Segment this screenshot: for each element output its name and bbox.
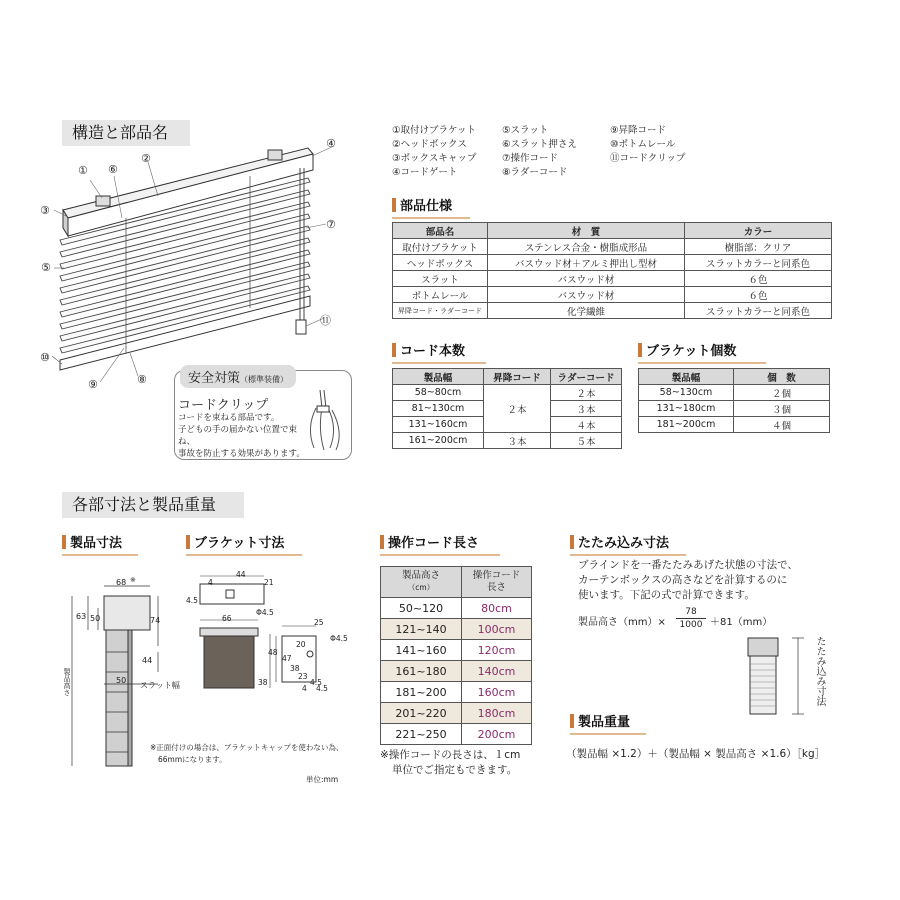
safety-note: （標準装備） <box>240 375 289 384</box>
table-cell: ６色 <box>685 271 832 287</box>
col-header: ラダーコード <box>551 369 622 385</box>
safety-title-badge <box>180 365 296 388</box>
table-cell: 181~200 <box>381 682 462 703</box>
bracket-dim-44: 44 <box>236 570 246 579</box>
table-cell: ４個 <box>734 417 830 433</box>
bracket-dim-47: 47 <box>282 654 292 663</box>
table-cell: 80cm <box>462 598 532 619</box>
cord-length-heading <box>380 535 500 553</box>
table-row <box>393 433 622 449</box>
cord-count-title: コード本数 <box>400 344 466 359</box>
bracket-dim-4-5: 4.5 <box>186 596 198 605</box>
table-cell: 58~80cm <box>393 385 484 401</box>
folded-formula-left: 製品高さ（mm）× <box>578 617 666 628</box>
cord-clip-illustration <box>300 388 346 454</box>
weight-title: 製品重量 <box>578 715 631 730</box>
callout-4: ④ <box>326 137 336 150</box>
table-cell: 201~220 <box>381 703 462 724</box>
heading-underline <box>392 217 470 219</box>
bracket-dim-25: 25 <box>314 618 324 627</box>
bracket-dims-title: ブラケット寸法 <box>194 536 285 551</box>
legend-item: ⑨昇降コード <box>610 125 667 136</box>
weight-heading <box>570 714 646 732</box>
table-row <box>381 703 532 724</box>
parts-spec-table <box>392 222 832 319</box>
table-cell: 取付けブラケット <box>393 239 488 255</box>
safety-subtitle: コードクリップ <box>178 398 269 413</box>
callout-6: ⑥ <box>108 163 118 176</box>
parts-legend-col1 <box>392 124 476 180</box>
bracket-dim-4-5-b: 4.5 <box>310 678 322 687</box>
header-line: 製品高さ <box>401 570 440 581</box>
folded-formula-right: ＋81（mm） <box>710 617 773 628</box>
dim-asterisk: ※ <box>130 576 136 584</box>
table-cell: 58~130cm <box>639 385 734 401</box>
callout-10: ⑩ <box>40 351 50 364</box>
table-cell: バスウッド材 <box>488 271 685 287</box>
heading-marker <box>380 535 384 549</box>
table-cell: 樹脂部：クリア <box>685 239 832 255</box>
parts-legend-col2 <box>502 124 577 180</box>
heading-underline <box>392 362 486 364</box>
table-row <box>393 239 832 255</box>
product-dims-note <box>150 742 343 766</box>
bracket-dim-23: 23 <box>298 672 308 681</box>
folded-blind-drawing <box>740 636 810 718</box>
legend-item: ⑪コードクリップ <box>610 153 686 164</box>
col-header: 材 質 <box>488 223 685 239</box>
table-row <box>639 385 830 401</box>
dim-50-slat: 50 <box>116 676 127 685</box>
callout-7: ⑦ <box>326 218 336 231</box>
table-cell: 160cm <box>462 682 532 703</box>
table-cell: 140cm <box>462 661 532 682</box>
table-row <box>381 640 532 661</box>
safety-line-3: 事故を防止する効果があります。 <box>178 449 305 459</box>
note-line: ※操作コードの長さは、１cm <box>380 749 521 761</box>
table-cell: 100cm <box>462 619 532 640</box>
table-cell: 180cm <box>462 703 532 724</box>
table-cell: ヘッドボックス <box>393 255 488 271</box>
table-cell: ４本 <box>551 417 622 433</box>
heading-marker <box>392 198 396 212</box>
heading-marker <box>186 535 190 549</box>
safety-line-2: 子どもの手の届かない位置で束ね、 <box>178 425 298 447</box>
table-cell: 221~250 <box>381 724 462 745</box>
table-row <box>381 619 532 640</box>
heading-marker <box>570 535 574 549</box>
fraction-denominator: 1000 <box>679 620 703 630</box>
bracket-dims-heading <box>186 535 302 553</box>
cord-count-heading <box>392 343 486 361</box>
bracket-count-table <box>638 368 830 433</box>
legend-item: ③ボックスキャップ <box>392 153 477 164</box>
header-line: 操作コード <box>472 570 521 581</box>
structure-title: 構造と部品名 <box>62 120 190 146</box>
table-row <box>639 417 830 433</box>
heading-marker <box>638 343 642 357</box>
heading-marker <box>62 535 66 549</box>
dim-74: 74 <box>150 616 161 625</box>
bracket-dim-4-5-c: 4.5 <box>316 684 328 693</box>
product-dims-drawing <box>62 572 182 768</box>
table-cell: ２個 <box>734 385 830 401</box>
bracket-dim-21: 21 <box>264 578 274 587</box>
heading-marker <box>392 343 396 357</box>
note-line: 66mmになります。 <box>158 755 227 764</box>
legend-item: ⑧ラダーコード <box>502 167 568 178</box>
table-cell: バスウッド材 <box>488 287 685 303</box>
callout-8: ⑧ <box>137 373 147 386</box>
heading-underline <box>380 554 500 556</box>
bracket-count-heading <box>638 343 766 361</box>
table-row <box>393 303 832 319</box>
heading-underline <box>186 554 302 556</box>
table-cell: 50~120 <box>381 598 462 619</box>
table-cell: 81~130cm <box>393 401 484 417</box>
safety-desc <box>178 412 310 460</box>
table-cell: 141~160 <box>381 640 462 661</box>
desc-line: カーテンボックスの高さなどを計算するのに <box>578 574 788 586</box>
table-cell: 昇降コード・ラダーコード <box>393 303 488 319</box>
table-row <box>393 255 832 271</box>
callout-1: ① <box>78 164 88 177</box>
legend-item: ⑦操作コード <box>502 153 559 164</box>
callout-11: ⑪ <box>320 314 331 327</box>
table-cell: 化学繊維 <box>488 303 685 319</box>
callout-5: ⑤ <box>41 261 51 274</box>
table-cell: ２本 <box>484 385 551 433</box>
bracket-dim-38: 38 <box>258 678 268 687</box>
col-header: 製品幅 <box>639 369 734 385</box>
parts-spec-title: 部品仕様 <box>400 199 453 214</box>
table-row <box>381 682 532 703</box>
legend-item: ④コードゲート <box>392 167 458 178</box>
parts-legend-col3 <box>610 124 685 166</box>
parts-spec-heading <box>392 198 470 216</box>
table-row <box>393 271 832 287</box>
table-cell: ３個 <box>734 401 830 417</box>
table-row <box>393 287 832 303</box>
table-row <box>639 401 830 417</box>
header-line: 長さ <box>486 582 506 593</box>
safety-title: 安全対策 <box>188 371 241 386</box>
table-row <box>393 385 622 401</box>
cord-length-title: 操作コード長さ <box>388 536 480 551</box>
table-cell: 200cm <box>462 724 532 745</box>
col-header: カラー <box>685 223 832 239</box>
dim-50: 50 <box>90 614 101 623</box>
callout-2: ② <box>141 152 151 165</box>
header-line: （cm） <box>407 583 435 592</box>
desc-line: ブラインドを一番たたみあげた状態の寸法で、 <box>578 559 798 571</box>
table-cell: ２本 <box>551 385 622 401</box>
table-cell: ６色 <box>685 287 832 303</box>
table-cell: スラットカラーと同系色 <box>685 303 832 319</box>
table-cell: ３本 <box>484 433 551 449</box>
cord-count-table <box>392 368 622 449</box>
table-cell: 121~140 <box>381 619 462 640</box>
dim-68: 68 <box>116 578 127 587</box>
heading-marker <box>570 714 574 728</box>
heading-underline <box>570 733 646 735</box>
note-line: ※正面付けの場合は、ブラケットキャップを使わない為、 <box>150 743 344 752</box>
legend-item: ②ヘッドボックス <box>392 139 467 150</box>
heading-underline <box>570 554 686 556</box>
dim-44: 44 <box>142 656 153 665</box>
legend-item: ⑩ボトムレール <box>610 139 676 150</box>
cord-length-note <box>380 748 520 778</box>
bracket-count-title: ブラケット個数 <box>646 344 737 359</box>
table-cell: 120cm <box>462 640 532 661</box>
table-cell: スラットカラーと同系色 <box>685 255 832 271</box>
folded-vertical-label: たたみ込み寸法 <box>814 636 825 706</box>
dim-63: 63 <box>76 612 87 621</box>
unit-label: 単位:mm <box>306 775 339 784</box>
bracket-dim-4: 4 <box>208 578 213 587</box>
col-header: 個 数 <box>734 369 830 385</box>
callout-9: ⑨ <box>88 378 98 391</box>
legend-item: ①取付けブラケット <box>392 125 477 136</box>
bracket-dim-phi-4-5: Φ4.5 <box>256 608 274 617</box>
fraction-numerator: 78 <box>676 606 706 619</box>
col-header-height <box>381 567 462 598</box>
folded-heading <box>570 535 686 553</box>
bracket-dim-38-b: 38 <box>290 664 300 673</box>
table-cell: ５本 <box>551 433 622 449</box>
table-cell: 131~180cm <box>639 401 734 417</box>
heading-underline <box>62 554 138 556</box>
table-cell: ステンレス合金・樹脂成形品 <box>488 239 685 255</box>
bracket-dim-48: 48 <box>268 648 278 657</box>
cord-length-table <box>380 566 532 745</box>
desc-line: 使います。下記の式で計算できます。 <box>578 589 755 601</box>
legend-item: ⑤スラット <box>502 125 549 136</box>
table-cell: 161~180 <box>381 661 462 682</box>
product-height-label: 製品高さ <box>63 668 71 696</box>
bracket-dim-66: 66 <box>222 614 232 623</box>
product-dims-title: 製品寸法 <box>70 536 123 551</box>
folded-desc <box>578 558 798 603</box>
col-header: 部品名 <box>393 223 488 239</box>
product-dims-heading <box>62 535 138 553</box>
col-header-cord <box>462 567 532 598</box>
safety-line-1: コードを束ねる部品です。 <box>178 413 280 423</box>
table-cell: ボトムレール <box>393 287 488 303</box>
bracket-dim-20: 20 <box>296 640 306 649</box>
folded-title: たたみ込み寸法 <box>578 536 670 551</box>
note-line: 単位でご指定もできます。 <box>392 764 518 776</box>
legend-item: ⑥スラット押さえ <box>502 139 577 150</box>
weight-formula: （製品幅 ×1.2）＋（製品幅 × 製品高さ ×1.6）［kg］ <box>566 748 826 760</box>
bracket-dim-4-b: 4 <box>302 684 307 693</box>
table-cell: バスウッド材＋アルミ押出し型材 <box>488 255 685 271</box>
table-cell: スラット <box>393 271 488 287</box>
slat-width-label: スラット幅 <box>140 681 180 690</box>
heading-underline <box>638 362 766 364</box>
folded-fraction <box>676 606 706 631</box>
table-row <box>381 598 532 619</box>
callout-3: ③ <box>40 204 50 217</box>
bracket-dim-phi-4-5-b: Φ4.5 <box>330 634 348 643</box>
table-cell: 161~200cm <box>393 433 484 449</box>
table-row <box>381 661 532 682</box>
col-header: 昇降コード <box>484 369 551 385</box>
table-row <box>381 724 532 745</box>
table-cell: 181~200cm <box>639 417 734 433</box>
table-cell: ３本 <box>551 401 622 417</box>
table-cell: 131~160cm <box>393 417 484 433</box>
dimensions-title: 各部寸法と製品重量 <box>62 492 244 518</box>
col-header: 製品幅 <box>393 369 484 385</box>
